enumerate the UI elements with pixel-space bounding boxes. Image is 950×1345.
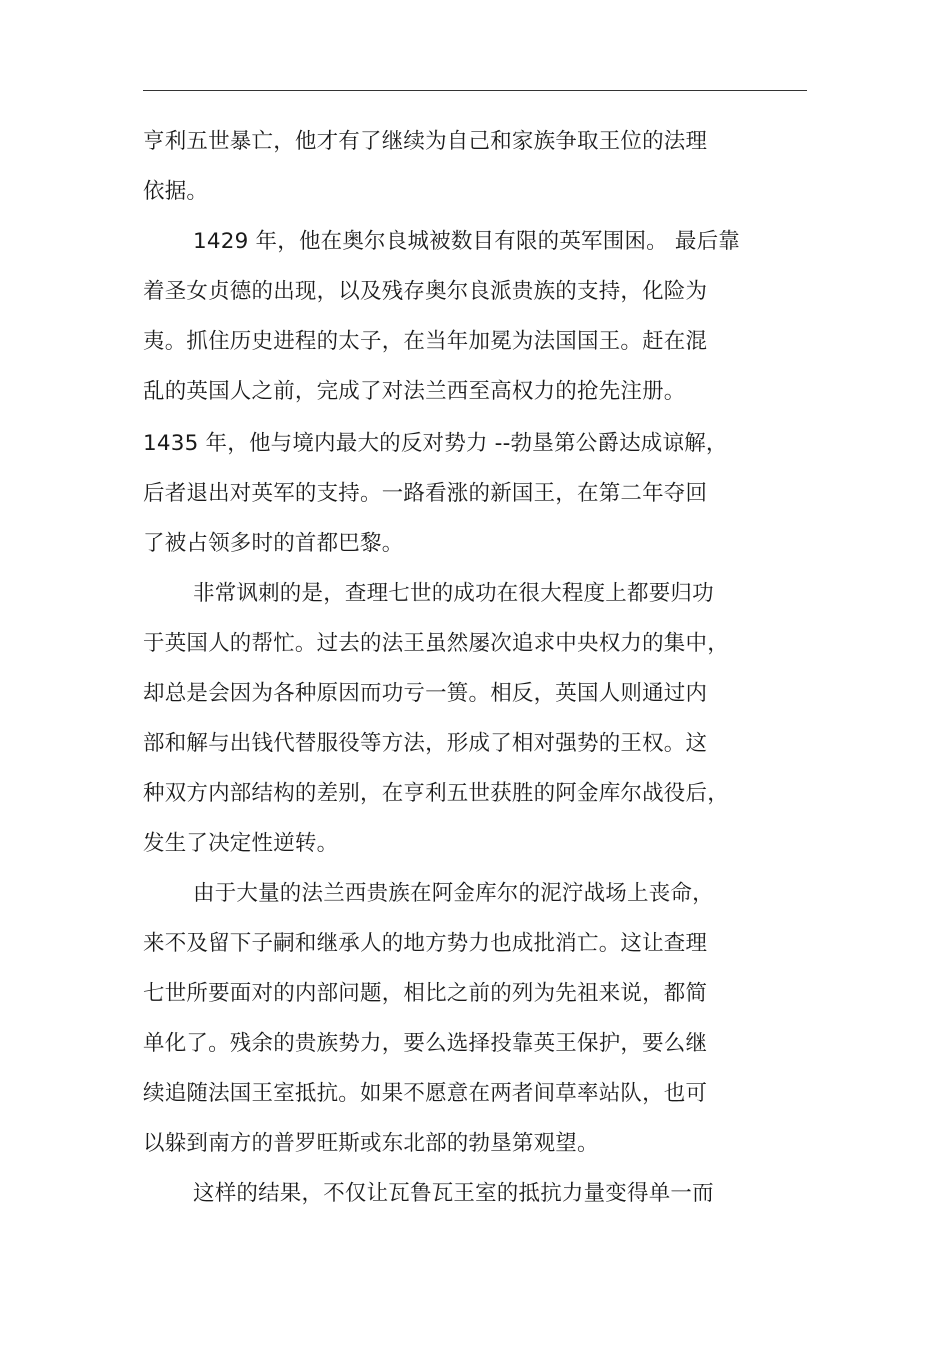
text-line: 1435 年，他与境内最大的反对势力 --勃垦第公爵达成谅解， bbox=[143, 431, 728, 456]
text-line: 这样的结果，不仅让瓦鲁瓦王室的抵抗力量变得单一而 bbox=[193, 1181, 714, 1206]
text-line: 以躲到南方的普罗旺斯或东北部的勃垦第观望。 bbox=[143, 1131, 599, 1156]
text-line: 单化了。残余的贵族势力，要么选择投靠英王保护，要么继 bbox=[143, 1031, 708, 1056]
text-line: 发生了决定性逆转。 bbox=[143, 831, 339, 856]
text-line: 续追随法国王室抵抗。如果不愿意在两者间草率站队，也可 bbox=[143, 1081, 708, 1106]
text-line: 后者退出对英军的支持。一路看涨的新国王，在第二年夺回 bbox=[143, 481, 708, 506]
header-rule bbox=[143, 90, 807, 91]
text-line: 于英国人的帮忙。过去的法王虽然屡次追求中央权力的集中， bbox=[143, 631, 729, 656]
text-line: 却总是会因为各种原因而功亏一篑。相反，英国人则通过内 bbox=[143, 681, 708, 706]
text-line: 着圣女贞德的出现，以及残存奥尔良派贵族的支持，化险为 bbox=[143, 279, 708, 304]
text-line: 七世所要面对的内部问题，相比之前的列为先祖来说，都简 bbox=[143, 981, 708, 1006]
text-line: 亨利五世暴亡，他才有了继续为自己和家族争取王位的法理 bbox=[143, 129, 708, 154]
text-line: 来不及留下子嗣和继承人的地方势力也成批消亡。这让查理 bbox=[143, 931, 708, 956]
text-line: 部和解与出钱代替服役等方法，形成了相对强势的王权。这 bbox=[143, 731, 708, 756]
text-line: 了被占领多时的首都巴黎。 bbox=[143, 531, 404, 556]
text-line: 1429 年，他在奥尔良城被数目有限的英军围困。 最后靠 bbox=[193, 229, 740, 254]
text-line: 种双方内部结构的差别，在亨利五世获胜的阿金库尔战役后， bbox=[143, 781, 729, 806]
text-line: 由于大量的法兰西贵族在阿金库尔的泥泞战场上丧命， bbox=[193, 881, 714, 906]
text-line: 夷。抓住历史进程的太子，在当年加冕为法国国王。赶在混 bbox=[143, 329, 708, 354]
text-line: 乱的英国人之前，完成了对法兰西至高权力的抢先注册。 bbox=[143, 379, 686, 404]
text-line: 非常讽刺的是，查理七世的成功在很大程度上都要归功 bbox=[193, 581, 714, 606]
text-line: 依据。 bbox=[143, 179, 209, 204]
